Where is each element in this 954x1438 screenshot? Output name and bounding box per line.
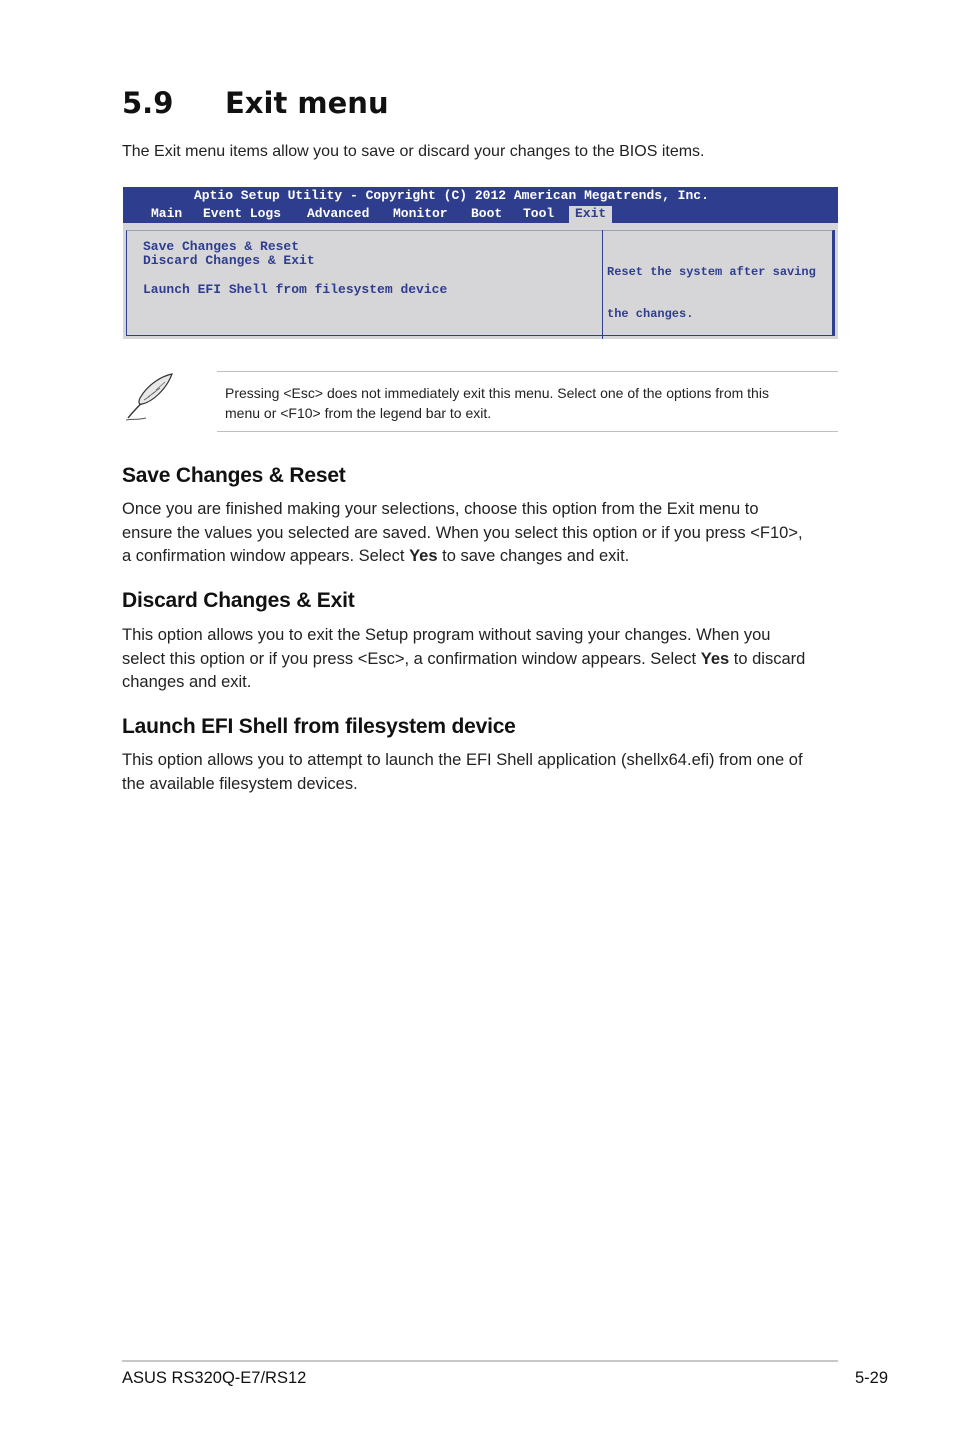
text-run: to discard (729, 649, 806, 668)
text-line: Once you are finished making your selections, choose this option from the Exit menu to (122, 500, 759, 518)
bios-frame-edge (833, 230, 835, 336)
bios-help-text (607, 237, 816, 349)
bios-tab-main[interactable]: Main (151, 206, 183, 221)
text-line: This option allows you to exit the Setup program without saving your changes. When you (122, 626, 771, 644)
bios-tab-advanced[interactable]: Advanced (307, 206, 370, 221)
text-run: a confirmation window appears. Select (122, 547, 410, 565)
text-line: changes and exit. (122, 673, 252, 691)
bios-header (123, 187, 838, 223)
bios-tab-monitor[interactable]: Monitor (393, 206, 448, 221)
bios-tab-tool[interactable]: Tool (523, 206, 555, 221)
bios-tab-exit[interactable]: Exit (569, 206, 612, 223)
bios-title: Aptio Setup Utility - Copyright (C) 2012 American Megatrends, Inc. (194, 188, 709, 203)
section-number: 5.9 (122, 86, 174, 120)
note-text (225, 383, 835, 423)
note-line: menu or <F10> from the legend bar to exit. (225, 405, 492, 421)
bold-yes: Yes (700, 649, 730, 668)
bios-item-launch-efi-shell[interactable]: Launch EFI Shell from filesystem device (143, 282, 448, 297)
bios-help-line: the changes. (607, 307, 694, 321)
heading-launch-efi-shell: Launch EFI Shell from filesystem device (122, 715, 516, 738)
text-run: select this option or if you press <Esc>, a confirmation window appears. Select (122, 649, 701, 668)
note-bottom-rule (217, 431, 838, 432)
bold-yes: Yes (409, 547, 438, 565)
text-line: This option allows you to attempt to launch the EFI Shell application (shellx64.efi) from one of (122, 751, 803, 769)
footer-page-number: 5-29 (854, 1369, 888, 1387)
text-line (122, 648, 842, 672)
feather-pen-icon (122, 370, 178, 422)
note-top-rule (217, 371, 838, 372)
text-line: ensure the values you selected are saved. When you select this option or if you press <F10>, (122, 523, 803, 542)
paragraph-launch-efi-shell (122, 749, 842, 796)
note-line: Pressing <Esc> does not immediately exit this menu. Select one of the options from this (225, 385, 769, 401)
section-title: Exit menu (225, 86, 389, 120)
bios-help-line: Reset the system after saving (607, 265, 816, 279)
bios-tab-event-logs[interactable]: Event Logs (203, 206, 282, 221)
text-line: the available filesystem devices. (122, 774, 358, 793)
footer-product-name: ASUS RS320Q-E7/RS12 (122, 1369, 307, 1387)
bios-divider (602, 230, 603, 339)
text-line (122, 545, 842, 569)
text-run: to save changes and exit. (437, 547, 630, 565)
bios-screenshot (123, 187, 838, 339)
paragraph-discard-changes-exit (122, 624, 842, 695)
paragraph-save-changes-reset (122, 498, 842, 569)
bios-item-save-changes-reset[interactable]: Save Changes & Reset (143, 239, 300, 254)
bios-tab-boot[interactable]: Boot (471, 206, 503, 221)
heading-discard-changes-exit: Discard Changes & Exit (122, 589, 355, 612)
bios-item-discard-changes-exit[interactable]: Discard Changes & Exit (143, 253, 315, 268)
heading-save-changes-reset: Save Changes & Reset (122, 464, 346, 487)
intro-text: The Exit menu items allow you to save or discard your changes to the BIOS items. (122, 143, 705, 160)
footer-rule (122, 1360, 838, 1362)
